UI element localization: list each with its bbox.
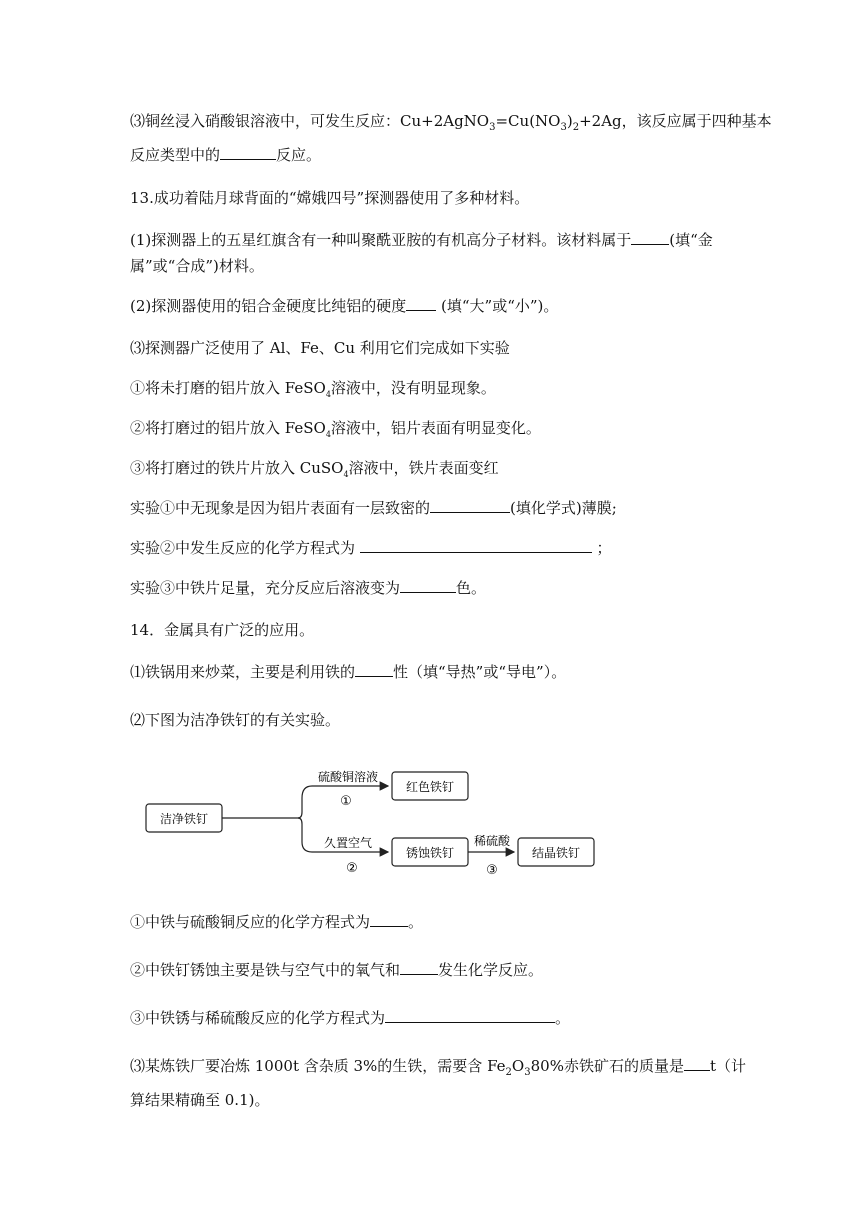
step-3-marker: ③ xyxy=(486,863,498,878)
answer-blank[interactable] xyxy=(385,1008,555,1023)
step-2-marker: ② xyxy=(346,861,358,876)
q13-result3: 实验③中铁片足量，充分反应后溶液变为 色。 xyxy=(130,579,487,597)
q12-3-line2: 反应类型中的 反应。 xyxy=(130,146,322,164)
q13-p3: ⑶探测器广泛使用了 Al、Fe、Cu 利用它们完成如下实验 xyxy=(130,339,510,357)
q14-p3-line2: 算结果精确至 0.1)。 xyxy=(130,1091,270,1109)
label-right: 稀硫酸 xyxy=(473,834,511,848)
q14-s3: ③中铁锈与稀硫酸反应的化学方程式为 。 xyxy=(130,1009,571,1027)
q14-p2: ⑵下图为洁净铁钉的有关实验。 xyxy=(130,711,341,729)
start-label: 洁净铁钉 xyxy=(159,812,209,826)
q13-title: 13.成功着陆月球背面的“嫦娥四号”探测器使用了多种材料。 xyxy=(130,189,530,207)
q13-exp2: ②将打磨过的铝片放入 FeSO$_4$溶液中，铝片表面有明显变化。 xyxy=(130,419,541,439)
q14-s1: ①中铁与硫酸铜反应的化学方程式为 。 xyxy=(130,913,424,931)
answer-blank[interactable] xyxy=(400,578,456,593)
label-top: 硫酸铜溶液 xyxy=(317,770,379,784)
q14-p3-line1: ⑶某炼铁厂要冶炼 1000t 含杂质 3%的生铁，需要含 $Fe_2O_380\%$赤铁矿石的质量是 t（计 xyxy=(130,1057,746,1078)
experiment-flow-diagram xyxy=(140,762,610,886)
answer-blank[interactable] xyxy=(430,498,510,513)
answer-blank[interactable] xyxy=(684,1056,710,1071)
q13-p1-line1: (1)探测器上的五星红旗含有一种叫聚酰亚胺的有机高分子材料。该材料属于 (填“金 xyxy=(130,231,713,249)
step-1-marker: ① xyxy=(340,794,352,809)
answer-blank[interactable] xyxy=(406,296,436,311)
answer-blank[interactable] xyxy=(355,662,393,677)
q13-p2: (2)探测器使用的铝合金硬度比纯铝的硬度 (填“大”或“小”)。 xyxy=(130,297,559,315)
red-nail-label: 红色铁钉 xyxy=(405,780,455,794)
q13-exp1: ①将未打磨的铝片放入 FeSO$_4$溶液中，没有明显现象。 xyxy=(130,379,496,399)
answer-blank[interactable] xyxy=(400,960,438,975)
answer-blank[interactable] xyxy=(370,912,408,927)
crystal-nail-label: 结晶铁钉 xyxy=(531,846,581,860)
q13-p1-line2: 属”或“合成”)材料。 xyxy=(130,257,264,275)
q13-result1: 实验①中无现象是因为铝片表面有一层致密的 (填化学式)薄膜; xyxy=(130,499,617,517)
branch-brace xyxy=(298,786,312,852)
q12-3-line1: ⑶铜丝浸入硝酸银溶液中，可发生反应：$Cu+2AgNO_3=Cu(NO_3)_2+2Ag$，该反应属于四种基本 xyxy=(130,112,772,133)
q13-result2: 实验②中发生反应的化学方程式为 ； xyxy=(130,539,612,557)
rusted-nail-label: 锈蚀铁钉 xyxy=(405,846,455,860)
label-mid: 久置空气 xyxy=(323,836,373,850)
q14-title: 14．金属具有广泛的应用。 xyxy=(130,621,315,639)
q14-p1: ⑴铁锅用来炒菜，主要是利用铁的 性（填“导热”或“导电”）。 xyxy=(130,663,567,681)
q13-exp3: ③将打磨过的铁片片放入 CuSO$_4$溶液中，铁片表面变红 xyxy=(130,459,499,479)
answer-blank[interactable] xyxy=(360,538,592,553)
q14-s2: ②中铁钉锈蚀主要是铁与空气中的氧气和 发生化学反应。 xyxy=(130,961,544,979)
answer-blank[interactable] xyxy=(631,230,669,245)
answer-blank[interactable] xyxy=(220,145,276,160)
